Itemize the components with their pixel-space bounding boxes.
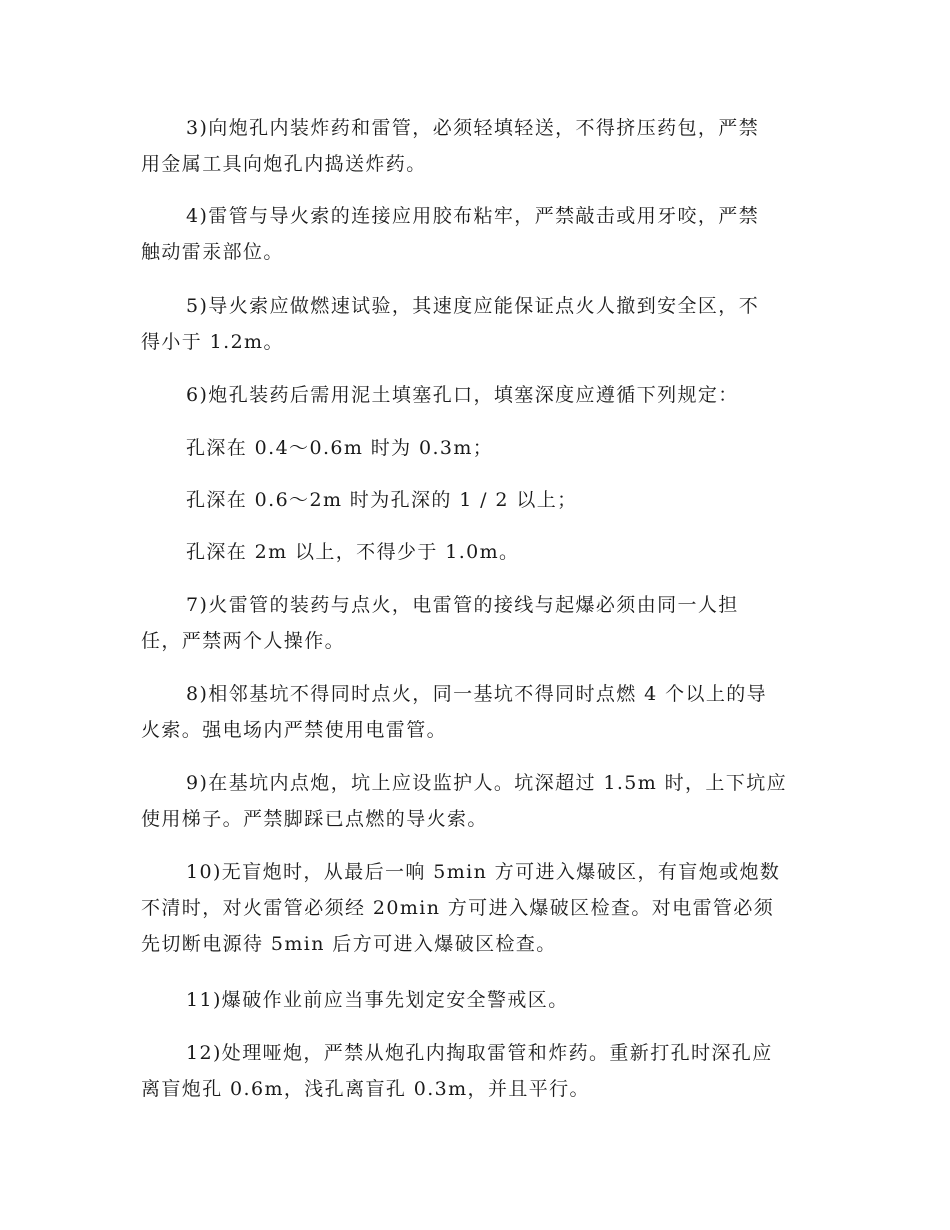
paragraph-line: 孔深在 0.4～0.6m 时为 0.3m；	[186, 437, 494, 459]
paragraph-line: 得小于 1.2m。	[141, 331, 284, 353]
paragraph-line: 触动雷汞部位。	[141, 241, 284, 263]
paragraph-line: 孔深在 2m 以上，不得少于 1.0m。	[186, 541, 520, 563]
paragraph-line: 6)炮孔装药后需用泥土填塞孔口，填塞深度应遵循下列规定：	[186, 384, 739, 406]
paragraph-3	[141, 110, 809, 182]
paragraph-line: 10)无盲炮时，从最后一响 5min 方可进入爆破区，有盲炮或炮数	[186, 861, 781, 883]
paragraph-line: 用金属工具向炮孔内捣送炸药。	[141, 153, 427, 175]
paragraph-line: 火索。强电场内严禁使用电雷管。	[141, 719, 448, 741]
paragraph-line: 8)相邻基坑不得同时点火，同一基坑不得同时点燃 4 个以上的导	[186, 683, 768, 705]
paragraph-9	[141, 765, 809, 837]
paragraph-line: 不清时，对火雷管必须经 20min 方可进入爆破区检查。对电雷管必须	[141, 897, 775, 919]
paragraph-line: 任，严禁两个人操作。	[141, 630, 346, 652]
paragraph-line: 7)火雷管的装药与点火，电雷管的接线与起爆必须由同一人担	[186, 594, 739, 616]
paragraph-10	[141, 854, 809, 962]
paragraph-line: 3)向炮孔内装炸药和雷管，必须轻填轻送，不得挤压药包，严禁	[186, 117, 760, 139]
rule-item-2	[141, 482, 809, 518]
paragraph-6	[141, 377, 809, 413]
paragraph-line: 使用梯子。严禁脚踩已点燃的导火索。	[141, 808, 488, 830]
paragraph-7	[141, 587, 809, 659]
paragraph-line: 12)处理哑炮，严禁从炮孔内掏取雷管和炸药。重新打孔时深孔应	[186, 1042, 773, 1064]
paragraph-line: 5)导火索应做燃速试验，其速度应能保证点火人撤到安全区，不	[186, 295, 760, 317]
paragraph-line: 11)爆破作业前应当事先划定安全警戒区。	[186, 989, 569, 1011]
paragraph-line: 4)雷管与导火索的连接应用胶布粘牢，严禁敲击或用牙咬，严禁	[186, 205, 760, 227]
rule-item-3	[141, 534, 809, 570]
paragraph-line: 离盲炮孔 0.6m，浅孔离盲孔 0.3m，并且平行。	[141, 1078, 590, 1100]
paragraph-4	[141, 198, 809, 270]
paragraph-line: 先切断电源待 5min 后方可进入爆破区检查。	[141, 933, 557, 955]
paragraph-11	[141, 982, 809, 1018]
paragraph-line: 9)在基坑内点炮，坑上应设监护人。坑深超过 1.5m 时，上下坑应	[186, 772, 788, 794]
rule-item-1	[141, 430, 809, 466]
paragraph-line: 孔深在 0.6～2m 时为孔深的 1 / 2 以上；	[186, 489, 578, 511]
paragraph-5	[141, 288, 809, 360]
paragraph-8	[141, 676, 809, 748]
paragraph-12	[141, 1035, 809, 1107]
